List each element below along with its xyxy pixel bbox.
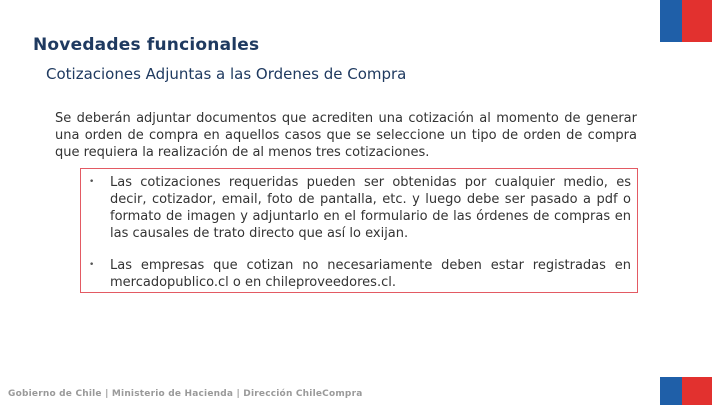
bullet-text: Las cotizaciones requeridas pueden ser obtenidas por cualquier medio, es decir, cotizador, email, foto de pantalla, etc. y luego debe ser pasado a pdf o formato de imagen y adjuntarlo en el formulario de las órdenes de compras en las causales de trato directo que así lo exijan. xyxy=(110,175,631,241)
bullet-text: Las empresas que cotizan no necesariamente deben estar registradas en mercadopublico.cl o en chileproveedores.cl. xyxy=(110,258,631,290)
page-title: Novedades funcionales xyxy=(33,35,260,55)
chile-flag-ribbon-top xyxy=(660,0,712,48)
flag-white-stripe xyxy=(660,42,712,48)
bullet-icon: • xyxy=(89,260,95,270)
flag-red-stripe xyxy=(682,0,712,48)
page-subtitle: Cotizaciones Adjuntas a las Ordenes de Compra xyxy=(46,65,407,83)
chile-flag-ribbon-bottom xyxy=(660,377,712,405)
bullet-icon: • xyxy=(89,177,95,187)
footer-text: Gobierno de Chile | Ministerio de Hacienda | Dirección ChileCompra xyxy=(8,389,363,399)
flag-blue-stripe xyxy=(660,0,682,48)
intro-paragraph: Se deberán adjuntar documentos que acrediten una cotización al momento de generar una orden de compra en aquellos casos que se seleccione un tipo de orden de compra que requiera la realización de al menos tres cotizaciones. xyxy=(55,111,637,160)
flag-blue-stripe xyxy=(660,377,682,405)
flag-red-stripe xyxy=(682,377,712,405)
highlight-box xyxy=(80,168,638,293)
